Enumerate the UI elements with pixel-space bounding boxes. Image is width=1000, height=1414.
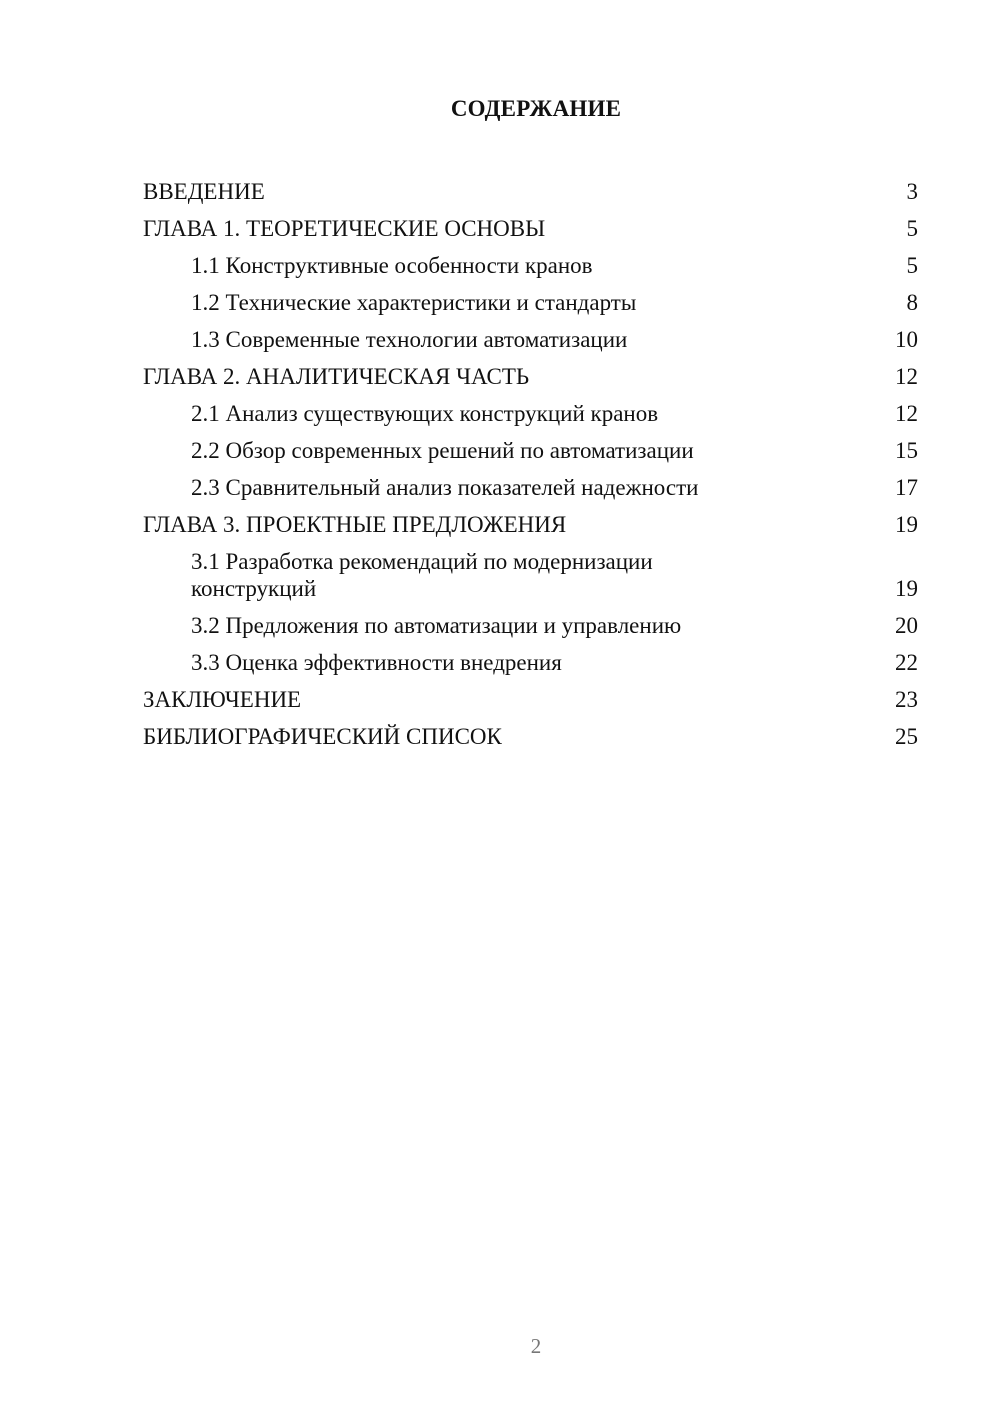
- toc-entry-page: 23: [895, 687, 918, 712]
- toc-entry-section-1-1: [143, 242, 918, 279]
- toc-entry-section-3-2: [143, 602, 918, 639]
- toc-entry-label: 1.2 Технические характеристики и стандарты: [191, 290, 637, 315]
- toc-entry-chapter-2: [143, 353, 918, 390]
- toc-entry-page: 12: [895, 364, 918, 389]
- toc-entry-label: 3.3 Оценка эффективности внедрения: [191, 650, 562, 675]
- toc-entry-page: 3: [906, 179, 918, 204]
- toc-entry-label: ЗАКЛЮЧЕНИЕ: [143, 687, 302, 712]
- toc-entry-chapter-1: [143, 205, 918, 242]
- toc-entry-label: ГЛАВА 1. ТЕОРЕТИЧЕСКИЕ ОСНОВЫ: [143, 216, 546, 241]
- toc-entry-page: 17: [895, 475, 918, 500]
- toc-entry-label: ГЛАВА 2. АНАЛИТИЧЕСКАЯ ЧАСТЬ: [143, 364, 530, 389]
- toc-title: СОДЕРЖАНИЕ: [450, 96, 622, 121]
- toc-entry-page: 5: [906, 216, 918, 241]
- toc-entry-page: 20: [895, 613, 918, 638]
- toc-entry-label: 2.3 Сравнительный анализ показателей надежности: [191, 475, 699, 500]
- toc-entry-label: 1.3 Современные технологии автоматизации: [191, 327, 628, 352]
- toc-entry-page: 8: [906, 290, 918, 315]
- toc-entry-page: 25: [895, 724, 918, 749]
- toc-entry-label: ГЛАВА 3. ПРОЕКТНЫЕ ПРЕДЛОЖЕНИЯ: [143, 512, 567, 537]
- toc-entry-page: 15: [895, 438, 918, 463]
- toc-entry-section-1-2: [143, 279, 918, 316]
- toc-entry-label: 2.2 Обзор современных решений по автоматизации: [191, 438, 694, 463]
- toc-entry-label: 2.1 Анализ существующих конструкций кранов: [191, 401, 659, 426]
- toc-entry-section-2-1: [143, 390, 918, 427]
- toc-entry-page: 19: [895, 512, 918, 537]
- toc-entry-label: 3.1 Разработка рекомендаций по модернизации конструкций: [191, 549, 653, 601]
- toc-entry-page: 12: [895, 401, 918, 426]
- table-of-contents: [143, 168, 918, 750]
- toc-entry-label: ВВЕДЕНИЕ: [143, 179, 265, 204]
- toc-entry-label: БИБЛИОГРАФИЧЕСКИЙ СПИСОК: [143, 724, 502, 749]
- toc-entry-section-2-2: [143, 427, 918, 464]
- toc-entry-section-1-3: [143, 316, 918, 353]
- toc-entry-chapter-3: [143, 501, 918, 538]
- toc-entry-label: 3.2 Предложения по автоматизации и управлению: [191, 613, 682, 638]
- toc-entry-label: 1.1 Конструктивные особенности кранов: [191, 253, 593, 278]
- page-number: 2: [530, 1334, 542, 1358]
- toc-entry-page: 19: [895, 576, 918, 601]
- toc-entry-page: 10: [895, 327, 918, 352]
- toc-entry-section-2-3: [143, 464, 918, 501]
- toc-entry-page: 5: [906, 253, 918, 278]
- toc-entry-bibliography: [143, 713, 918, 750]
- toc-entry-introduction: [143, 168, 918, 205]
- toc-entry-conclusion: [143, 676, 918, 713]
- toc-entry-section-3-1: [143, 538, 918, 602]
- toc-entry-section-3-3: [143, 639, 918, 676]
- toc-entry-page: 22: [895, 650, 918, 675]
